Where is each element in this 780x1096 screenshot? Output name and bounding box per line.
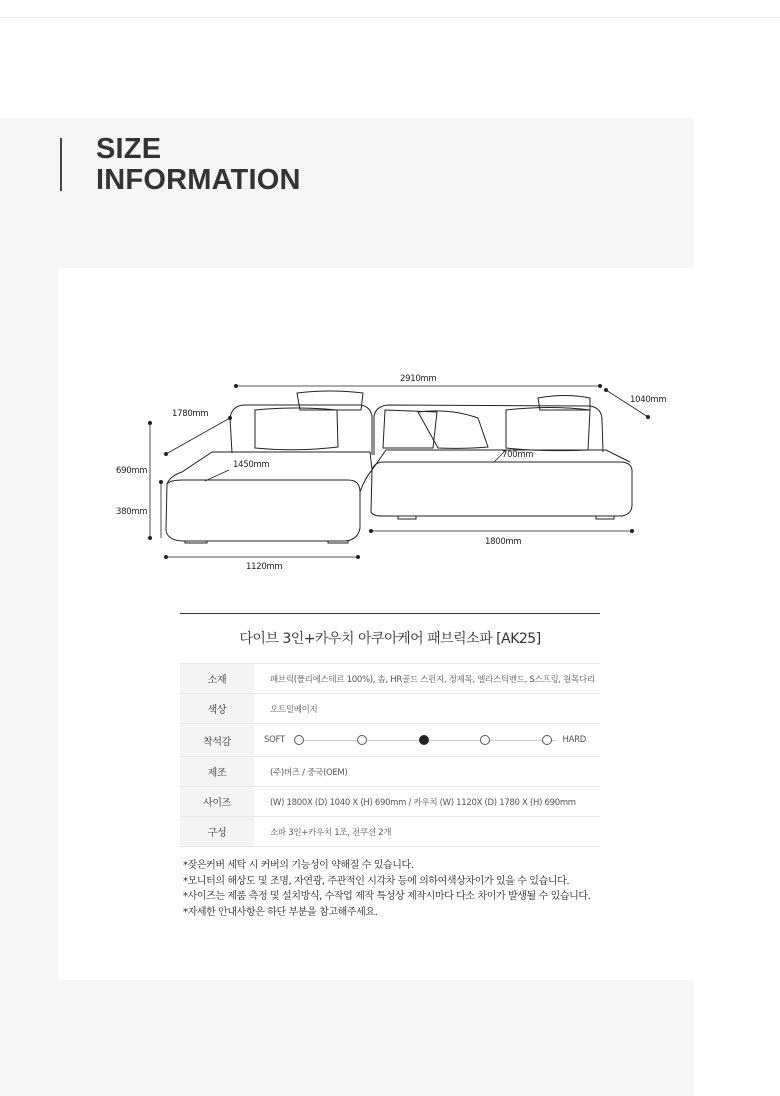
spec-value: (주)버즈 / 중국(OEM) [270, 767, 348, 778]
spec-value: 소파 3인+카우치 1조, 전쿠션 2개 [270, 827, 392, 838]
hardness-hard-label: HARD [562, 735, 586, 745]
product-name: 다이브 3인+카우치 아쿠아케어 패브릭소파 [AK25] [239, 631, 541, 647]
dim-height: 690mm [116, 466, 148, 476]
spec-label: 착석감 [180, 724, 254, 757]
spec-label: 구성 [180, 817, 254, 847]
dim-overall-width: 2910mm [400, 374, 437, 384]
spec-row-seat-feel [180, 724, 600, 757]
hardness-dot [480, 735, 490, 745]
section-title-line1: SIZE [96, 133, 162, 165]
spec-row-size [180, 787, 600, 817]
notice-item: *모니터의 해상도 및 조명, 자연광, 주관적인 시각차 등에 의하여색상차이가 있을 수 있습니다. [183, 875, 570, 887]
notice-list [183, 858, 590, 920]
spec-row-material [180, 664, 600, 694]
hardness-dot [294, 735, 304, 745]
dim-seat-height: 380mm [116, 507, 148, 517]
spec-row-maker [180, 757, 600, 787]
spec-row-set [180, 817, 600, 847]
hardness-dot-selected [419, 735, 429, 745]
hardness-dot [542, 735, 552, 745]
dim-chaise-length: 1780mm [172, 409, 209, 419]
spec-label: 색상 [180, 694, 254, 724]
spec-value: (W) 1800X (D) 1040 X (H) 690mm / 카우치 (W) 1120X (D) 1780 X (H) 690mm [270, 797, 576, 808]
dim-main-width: 1800mm [485, 537, 522, 547]
spec-table [180, 663, 600, 847]
section-title-line2: INFORMATION [96, 164, 301, 196]
hardness-dot [357, 735, 367, 745]
hardness-scale [264, 725, 596, 755]
product-divider [180, 613, 600, 614]
notice-item: *자세한 안내사항은 하단 부분을 참고해주세요. [183, 906, 378, 918]
notice-item: *사이즈는 제품 측정 및 설치방식, 수작업 제작 특성상 제작시마다 다소 차이가 발생될 수 있습니다. [183, 891, 591, 902]
spec-value: 오트밀베이지 [270, 704, 318, 715]
dim-seat-depth: 700mm [502, 450, 534, 460]
dim-depth: 1040mm [630, 395, 667, 405]
spec-label: 소재 [180, 664, 254, 694]
spec-label: 사이즈 [180, 787, 254, 817]
dim-chaise-inner: 1450mm [233, 460, 270, 470]
spec-row-color [180, 694, 600, 724]
hardness-track [304, 740, 556, 741]
hardness-soft-label: SOFT [264, 735, 285, 745]
spec-label: 제조 [180, 757, 254, 787]
dim-chaise-width: 1120mm [246, 562, 283, 572]
notice-item: *잦은커버 세탁 시 커버의 기능성이 약해질 수 있습니다. [183, 860, 414, 871]
spec-value: 패브릭(폴리에스테르 100%), 솜, HR골드 스펀지, 정제목, 엘라스틱밴드, S스프링, 원목다리 [270, 674, 595, 685]
